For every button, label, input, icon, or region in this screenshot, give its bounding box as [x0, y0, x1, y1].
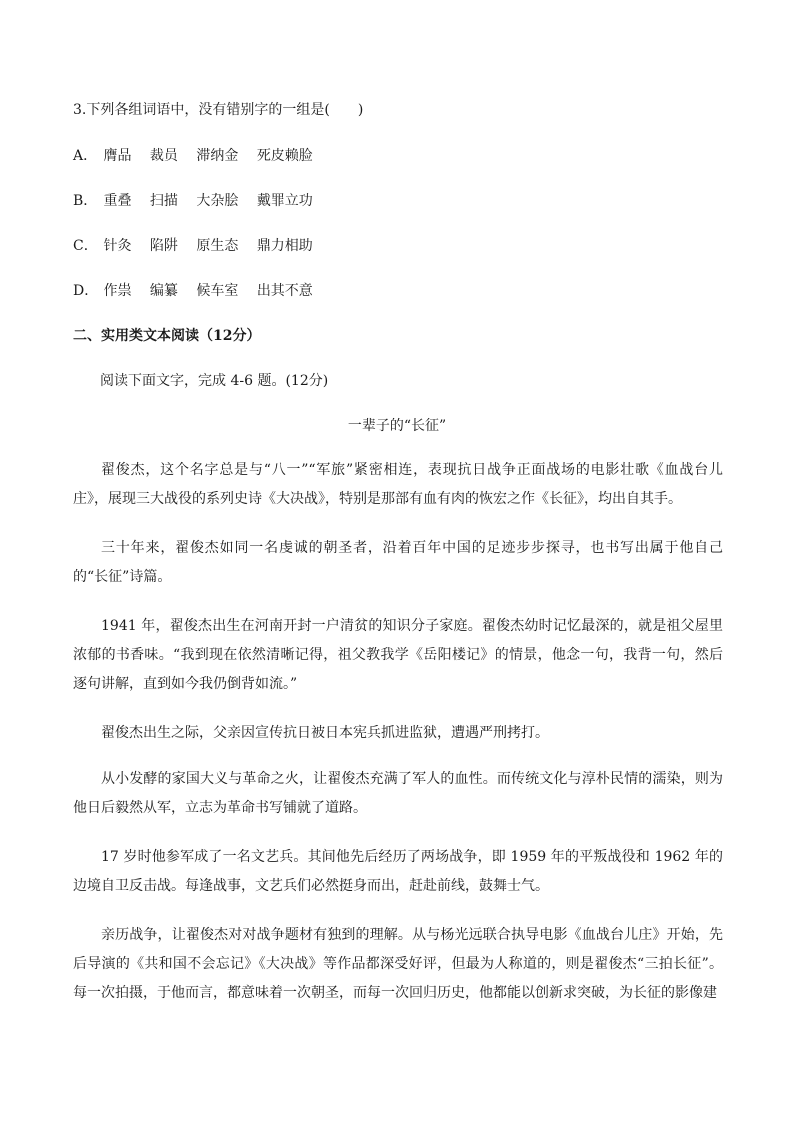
option-word: 戴罪立功	[256, 193, 313, 209]
article-paragraph: 三十年来，翟俊杰如同一名虔诚的朝圣者，沿着百年中国的足迹步步探寻，也书写出属于他自己的“长征”诗篇。	[73, 540, 723, 585]
option-word: 针灸	[103, 238, 132, 254]
section-instruction: 阅读下面文字，完成 4-6 题。(12分)	[100, 373, 329, 389]
option-letter: D．	[73, 283, 99, 299]
article-paragraph: 亲历战争，让翟俊杰对对战争题材有独到的理解。从与杨光远联合执导电影《血战台儿庄》开始，先后导演的《共和国不会忘记》《大决战》等作品都深受好评，但最为人称道的，则是翟俊杰“三拍长征”。每一次拍摄，于他而言，都意味着一次朝圣，而每一次回归历史，他都能以创新求突破，为长征的影像建	[73, 927, 723, 1001]
option-word: 陷阱	[149, 238, 178, 254]
section-heading: 二、实用类文本阅读（12分）	[73, 328, 261, 344]
question-stem: 3.下列各组词语中，没有错别字的一组是( )	[73, 102, 364, 118]
article-paragraph: 1941 年，翟俊杰出生在河南开封一户清贫的知识分子家庭。翟俊杰幼时记忆最深的，就是祖父屋里浓郁的书香味。“我到现在依然清晰记得，祖父教我学《岳阳楼记》的情景，他念一句，我背一句，然后逐句讲解，直到如今我仍倒背如流。”	[73, 618, 723, 692]
option-word: 重叠	[103, 193, 132, 209]
option-c	[73, 236, 327, 256]
option-word: 死皮赖脸	[256, 148, 313, 164]
option-word: 膺品	[103, 148, 132, 164]
article-paragraph: 从小发酵的家国大义与革命之火，让翟俊杰充满了军人的血性。而传统文化与淳朴民情的濡染，则为他日后毅然从军，立志为革命书写铺就了道路。	[73, 771, 723, 816]
option-letter: C．	[73, 238, 98, 254]
option-letter: B．	[73, 193, 98, 209]
article-paragraph: 17 岁时他参军成了一名文艺兵。其间他先后经历了两场战争，即 1959 年的平叛战役和 1962 年的边境自卫反击战。每逢战事，文艺兵们必然挺身而出，赶赴前线，鼓舞士气。	[73, 849, 723, 894]
option-word: 作祟	[103, 283, 132, 299]
option-d	[73, 281, 327, 301]
option-a	[73, 146, 327, 166]
option-word: 大杂脍	[196, 193, 239, 209]
article-paragraph: 翟俊杰，这个名字总是与“八一”“军旅”紧密相连，表现抗日战争正面战场的电影壮歌《血战台儿庄》，展现三大战役的系列史诗《大决战》，特别是那部有血有肉的恢宏之作《长征》，均出自其手。	[73, 462, 723, 507]
option-word: 滞纳金	[196, 148, 239, 164]
article-title: 一辈子的“长征”	[347, 418, 447, 434]
option-word: 鼎力相助	[256, 238, 313, 254]
option-word: 裁员	[149, 148, 178, 164]
option-word: 扫描	[149, 193, 178, 209]
article-paragraph: 翟俊杰出生之际，父亲因宣传抗日被日本宪兵抓进监狱，遭遇严刑拷打。	[101, 725, 549, 741]
option-word: 候车室	[196, 283, 239, 299]
option-b	[73, 191, 327, 211]
option-word: 编纂	[149, 283, 178, 299]
option-letter: A．	[73, 148, 98, 164]
option-word: 出其不意	[256, 283, 313, 299]
option-word: 原生态	[196, 238, 239, 254]
